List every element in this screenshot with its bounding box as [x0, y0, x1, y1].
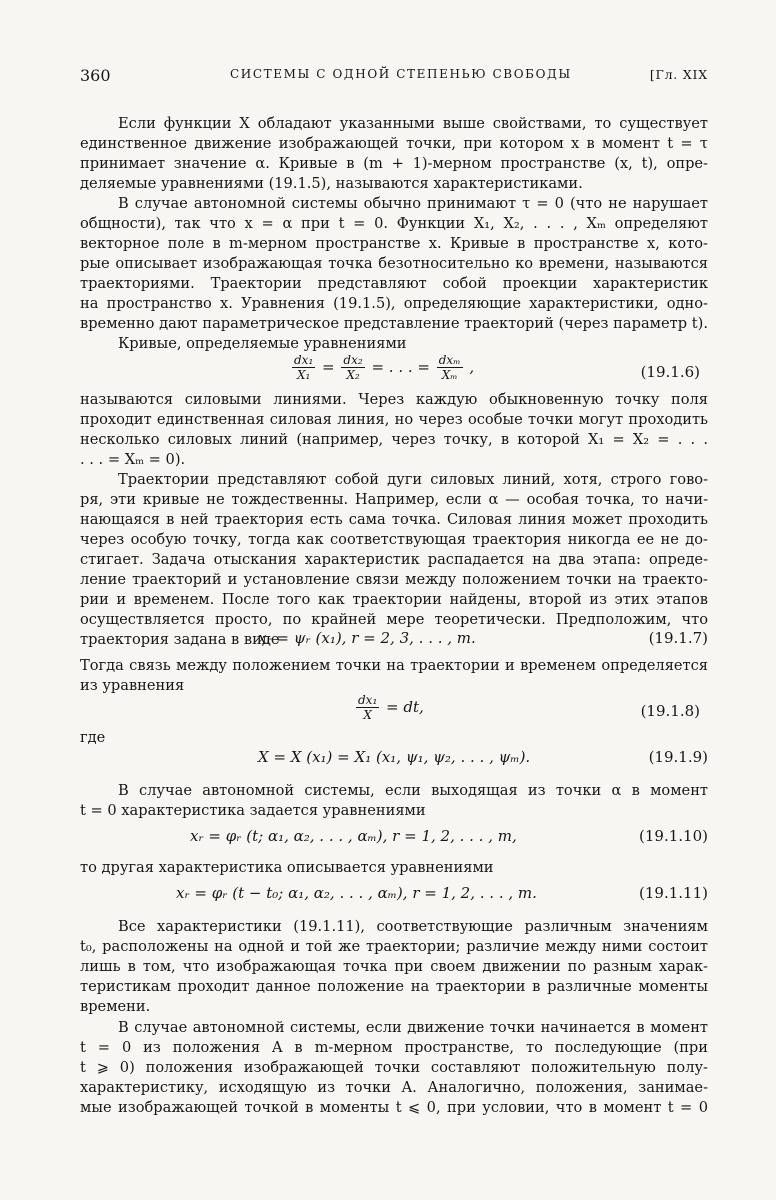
text-line: принимает значение α. Кривые в (m + 1)-мерном пространстве (x, t), опре- [80, 155, 708, 172]
text-line: называются силовыми линиями. Через каждую обыкновенную точку поля [80, 391, 708, 408]
numerator: dx₁ [294, 353, 314, 367]
text-line: Все характеристики (19.1.11), соответствующие различным значениям [118, 918, 708, 935]
text-line: Тогда связь между положением точки на траектории и временем определяется [80, 657, 708, 674]
denominator: Xₘ [441, 368, 458, 382]
text-line: характеристику, исходящую из точки A. Аналогично, положения, занимае- [80, 1079, 708, 1096]
numerator: dx₁ [358, 693, 378, 707]
text-line: ление траекторий и установление связи между положением точки на траекто- [80, 571, 708, 588]
equals-sign: = [322, 358, 335, 376]
equation-number: (19.1.9) [648, 748, 708, 766]
text-line: t₀, расположены на одной и той же траектории; различие между ними состоит [80, 938, 708, 955]
denominator: X₁ [296, 368, 311, 382]
text-line: В случае автономной системы, если движение точки начинается в момент [118, 1019, 708, 1036]
text-line: траектория задана в виде [80, 631, 280, 648]
page-header [80, 66, 708, 90]
text-line: . . . = Xₘ = 0). [80, 451, 186, 468]
text-line: рые описывает изображающая точка безотносительно ко времени, называются [80, 255, 708, 272]
equation-number: (19.1.10) [639, 827, 708, 845]
equation-number: (19.1.7) [648, 629, 708, 647]
text-line: t = 0 из положения A в m-мерном пространстве, то последующие (при [80, 1039, 708, 1056]
text-line: t ⩾ 0) положения изображающей точки составляют положительную полу- [80, 1059, 708, 1076]
equation-tail: , [469, 358, 475, 376]
text-line: где [80, 729, 106, 746]
running-title: СИСТЕМЫ С ОДНОЙ СТЕПЕНЬЮ СВОБОДЫ [230, 67, 572, 81]
denominator: X₂ [346, 368, 360, 382]
fraction [437, 354, 463, 382]
equation-ellipsis: = . . . = [371, 358, 430, 376]
text-line: траекториями. Траектории представляют собой проекции характеристик [80, 275, 708, 292]
equation-19-1-7: xᵣ = ψᵣ (x₁), r = 2, 3, . . . , m. [258, 629, 476, 647]
fraction [292, 354, 315, 382]
text-line: t = 0 характеристика задается уравнениями [80, 802, 426, 819]
text-line: В случае автономной системы обычно принимают τ = 0 (что не нарушает [118, 195, 708, 212]
text-line: мые изображающей точкой в моменты t ⩽ 0, при условии, что в момент t = 0 [80, 1099, 708, 1116]
text-line: рии и временем. После того как траектории найдены, второй из этих этапов [80, 591, 708, 608]
equation-number: (19.1.8) [640, 702, 700, 720]
text-line: векторное поле в m-мерном пространстве x. Кривые в пространстве x, кото- [80, 235, 708, 252]
equation-19-1-9: X = X (x₁) = X₁ (x₁, ψ₁, ψ₂, . . . , ψₘ). [258, 748, 531, 766]
text-line: временно дают параметрическое представление траекторий (через параметр t). [80, 315, 708, 332]
text-line: общности), так что x = α при t = 0. Функции X₁, X₂, . . . , Xₘ определяют [80, 215, 708, 232]
text-line: ря, эти кривые не тождественны. Например, если α — особая точка, то начи- [80, 491, 708, 508]
numerator: dxₘ [438, 353, 461, 367]
equation-rhs: = dt, [386, 698, 424, 716]
text-line: то другая характеристика описывается уравнениями [80, 859, 494, 876]
equation-19-1-8 [80, 694, 708, 730]
text-line: из уравнения [80, 677, 185, 694]
equation-number: (19.1.6) [640, 363, 700, 381]
text-line: на пространство x. Уравнения (19.1.5), определяющие характеристики, одно- [80, 295, 708, 312]
text-line: осуществляется просто, по крайней мере теоретически. Предположим, что [80, 611, 708, 628]
text-line: единственное движение изображающей точки, при котором x в момент t = τ [80, 135, 708, 152]
text-line: несколько силовых линий (например, через точку, в которой X₁ = X₂ = . . . [80, 431, 708, 448]
text-line: деляемые уравнениями (19.1.5), называются характеристиками. [80, 175, 583, 192]
text-line: стигает. Задача отыскания характеристик распадается на два этапа: опреде- [80, 551, 708, 568]
numerator: dx₂ [343, 353, 363, 367]
fraction [341, 354, 364, 382]
text-line: через особую точку, тогда как соответствующая траектория никогда ее не до- [80, 531, 708, 548]
equation-19-1-11: xᵣ = φᵣ (t − t₀; α₁, α₂, . . . , αₘ), r = 1, 2, . . . , m. [176, 884, 537, 902]
chapter-label: [Гл. XIX [649, 67, 708, 82]
text-line: времени. [80, 998, 151, 1015]
text-line: проходит единственная силовая линия, но через особые точки могут проходить [80, 411, 708, 428]
text-line: Если функции X обладают указанными выше свойствами, то существует [118, 115, 708, 132]
text-line: нающаяся в ней траектория есть сама точка. Силовая линия может проходить [80, 511, 708, 528]
text-line: лишь в том, что изображающая точка при своем движении по разным харак- [80, 958, 708, 975]
denominator: X [363, 708, 372, 722]
equation-19-1-10: xᵣ = φᵣ (t; α₁, α₂, . . . , αₘ), r = 1, 2, . . . , m, [190, 827, 517, 845]
equation-number: (19.1.11) [639, 884, 708, 902]
fraction [356, 694, 379, 722]
text-line: Траектории представляют собой дуги силовых линий, хотя, строго гово- [118, 471, 708, 488]
text-line: Кривые, определяемые уравнениями [118, 335, 407, 352]
text-line: В случае автономной системы, если выходящая из точки α в момент [118, 782, 708, 799]
equation-19-1-6 [80, 354, 708, 390]
page-number: 360 [80, 66, 111, 85]
text-line: теристикам проходит данное положение на траектории в различные моменты [80, 978, 708, 995]
